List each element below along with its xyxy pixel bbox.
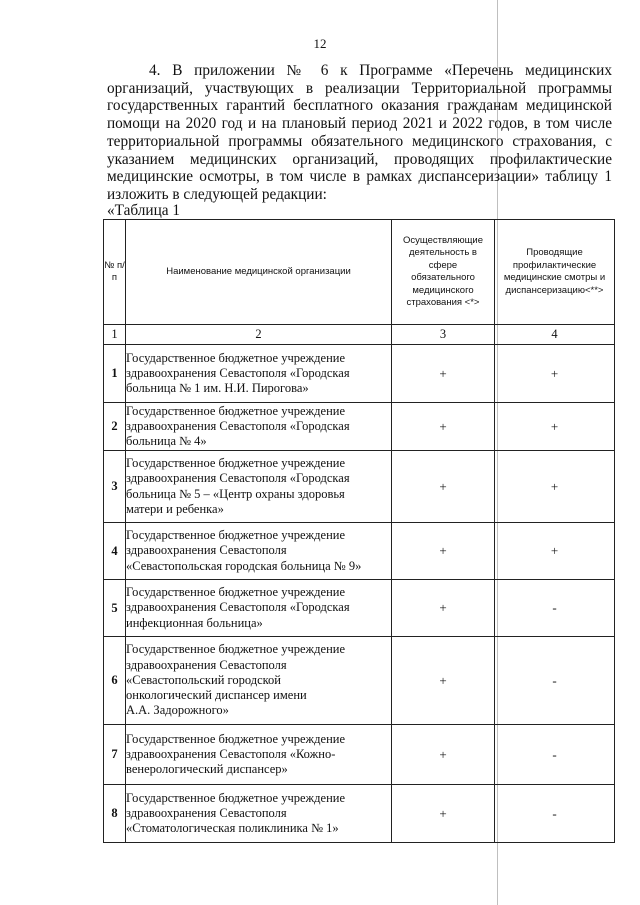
row-number: 1 [104,345,126,403]
row-number: 3 [104,451,126,523]
row-number: 7 [104,725,126,785]
oms-mark: + [392,580,495,637]
table-row [104,580,615,637]
oms-mark: + [392,345,495,403]
header-prof [495,220,615,325]
row-number: 8 [104,785,126,843]
table-row [104,785,615,843]
prof-mark: - [495,580,615,637]
column-index: 1 [104,325,126,345]
table-row [104,403,615,451]
organization-name-line: здравоохранения Севастополя «Кожно- [126,746,336,761]
table-row [104,451,615,523]
organization-name-line: А.А. Задорожного» [126,703,229,718]
organization-name-line: Государственное бюджетное учреждение [126,528,346,543]
intro-line: государственных гарантий бесплатного оказания гражданам медицинской [107,97,612,115]
organization-name [126,637,392,725]
column-index: 4 [495,325,615,345]
table-row [104,725,615,785]
prof-mark: - [495,725,615,785]
intro-text [107,62,612,204]
organization-name-line: здравоохранения Севастополя [126,543,287,558]
organization-name-line: больница № 5 – «Центр охраны здоровья [126,486,345,501]
organization-name [126,725,392,785]
intro-line: профилактические медицинские осмотры, в том числе в рамках [107,150,612,186]
organization-name-line: здравоохранения Севастополя [126,805,287,820]
organization-name-line: Государственное бюджетное учреждение [126,350,346,365]
organization-name-line: Государственное бюджетное учреждение [126,456,346,471]
table-header-row [104,220,615,325]
organization-name-line: Государственное бюджетное учреждение [126,585,346,600]
header-name: Наименование медицинской организации [126,220,392,325]
organization-name [126,451,392,523]
header-prof-text: Проводящие профилактические медицинские смотры и диспансеризацию<**> [503,247,606,296]
organization-name [126,785,392,843]
organization-name-line: здравоохранения Севастополя «Городская [126,600,350,615]
header-oms-text: Осуществляющие деятельность в сфере обязательного медицинского страхования <*> [402,234,484,308]
organization-name-line: онкологический диспансер имени [126,688,307,703]
prof-mark: + [495,403,615,451]
oms-mark: + [392,451,495,523]
organization-name-line: больница № 1 им. Н.И. Пирогова» [126,381,309,396]
intro-paragraph [107,62,612,204]
organization-name [126,580,392,637]
oms-mark: + [392,785,495,843]
prof-mark: - [495,637,615,725]
organization-name-line: «Севастопольский городской [126,672,281,687]
organization-name-line: инфекционная больница» [126,615,263,630]
organization-name-line: здравоохранения Севастополя «Городская [126,471,350,486]
column-index: 2 [126,325,392,345]
organization-name-line: здравоохранения Севастополя [126,657,287,672]
header-oms [392,220,495,325]
page-number: 12 [313,36,327,51]
prof-mark: + [495,451,615,523]
organization-name-line: венерологический диспансер» [126,762,288,777]
oms-mark: + [392,725,495,785]
row-number: 4 [104,523,126,580]
organization-name-line: «Севастопольская городская больница № 9» [126,558,362,573]
prof-mark: + [495,345,615,403]
oms-mark: + [392,403,495,451]
header-num: № п/п [104,220,126,325]
intro-line: организаций, участвующих в реализации Территориальной программы [107,79,612,97]
organization-name-line: Государственное бюджетное учреждение [126,642,346,657]
intro-line: 4. В приложении № 6 к Программе «Перечень медицинских [149,62,612,79]
organizations-table [103,219,615,843]
organization-name-line: Государственное бюджетное учреждение [126,790,346,805]
organization-name [126,403,392,451]
organization-name-line: матери и ребенка» [126,501,224,516]
organization-name-line: здравоохранения Севастополя «Городская [126,418,350,433]
column-index: 3 [392,325,495,345]
oms-mark: + [392,637,495,725]
table-caption: «Таблица 1 [107,202,181,219]
organization-name [126,345,392,403]
intro-line: диспансеризации» таблицу 1 изложить в следующей редакции: [107,168,612,203]
column-index-row [104,325,615,345]
organization-name-line: больница № 4» [126,434,207,449]
oms-mark: + [392,523,495,580]
prof-mark: + [495,523,615,580]
organization-name-line: Государственное бюджетное учреждение [126,403,346,418]
row-number: 2 [104,403,126,451]
table-row [104,345,615,403]
organization-name-line: здравоохранения Севастополя «Городская [126,365,350,380]
organization-name-line: «Стоматологическая поликлиника № 1» [126,821,339,836]
organization-name-line: Государственное бюджетное учреждение [126,731,346,746]
intro-line: в том числе территориальной программы обязательного медицинского [107,115,612,150]
table-body [104,345,615,843]
table-row [104,637,615,725]
intro-line: страхования, с указанием медицинских организаций, проводящих [107,132,612,168]
row-number: 5 [104,580,126,637]
prof-mark: - [495,785,615,843]
intro-line: помощи на 2020 год и на плановый период 2021 и 2022 годов, [107,115,534,133]
organization-name [126,523,392,580]
row-number: 6 [104,637,126,725]
table-row [104,523,615,580]
